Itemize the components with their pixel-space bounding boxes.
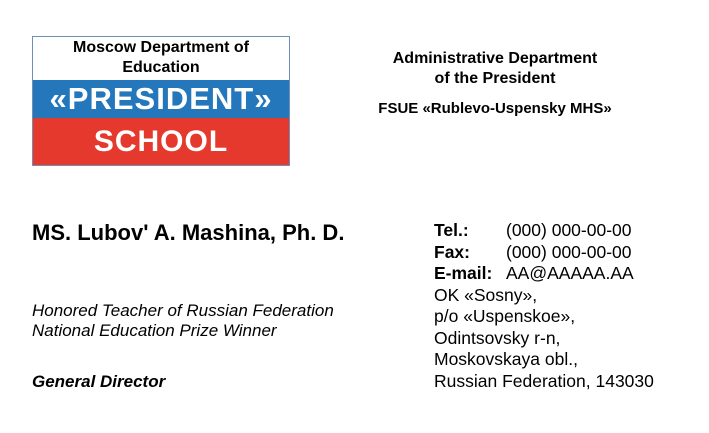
tel-label: Tel.: xyxy=(434,220,469,240)
person-name: MS. Lubov' A. Mashina, Ph. D. xyxy=(32,220,345,245)
address xyxy=(434,285,654,393)
contact-block xyxy=(434,220,654,392)
logo-bottom: SCHOOL xyxy=(33,118,289,165)
fax-value: (000) 000-00-00 xyxy=(506,241,632,262)
school-logo xyxy=(32,36,290,166)
fax-label: Fax: xyxy=(434,241,470,262)
logo-line-1: Moscow Department of xyxy=(72,39,249,56)
address-line: p/o «Uspenskoe», xyxy=(434,306,576,326)
fsue-name: FSUE «Rublevo-Uspensky MHS» xyxy=(378,100,612,117)
logo-banner: «PRESIDENT» xyxy=(33,80,289,118)
email-row xyxy=(434,263,654,285)
fax-row xyxy=(434,242,654,264)
logo-line-2: Education xyxy=(122,59,200,76)
job-title: General Director xyxy=(32,372,166,391)
address-line: Odintsovsky r-n, xyxy=(434,327,561,348)
email-value: AA@AAAAA.AA xyxy=(506,263,634,283)
honors xyxy=(32,301,334,341)
admin-line-2: of the President xyxy=(434,70,556,87)
tel-row xyxy=(434,220,654,242)
admin-line-1: Administrative Department xyxy=(392,50,598,67)
tel-value: (000) 000-00-00 xyxy=(506,220,632,240)
admin-department xyxy=(340,49,650,89)
address-line: Russian Federation, 143030 xyxy=(434,370,654,391)
honor-1: Honored Teacher of Russian Federation xyxy=(32,301,334,320)
address-line: OK «Sosny», xyxy=(434,284,538,305)
honor-2: National Education Prize Winner xyxy=(32,321,277,340)
email-label: E-mail: xyxy=(434,263,493,283)
address-line: Moskovskaya obl., xyxy=(434,349,578,369)
logo-header xyxy=(33,37,289,80)
